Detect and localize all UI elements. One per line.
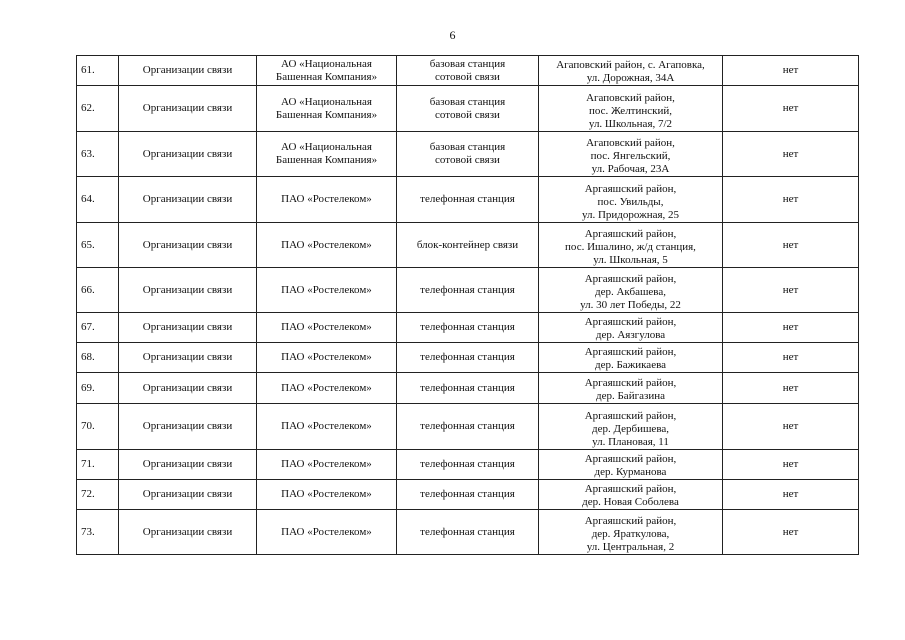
category-cell-text: Организации связи (142, 283, 233, 296)
category-cell (119, 132, 257, 177)
object-type-cell-line: сотовой связи (435, 108, 500, 121)
object-type-cell (397, 450, 539, 480)
row-number (77, 373, 119, 404)
address-cell-line: пос. Янгельский, (590, 150, 671, 162)
category-cell-text: Организации связи (142, 381, 233, 394)
status-cell (723, 313, 859, 343)
status-cell-text: нет (782, 238, 799, 251)
object-type-cell-line: базовая станция (429, 141, 506, 153)
organization-cell (257, 480, 397, 510)
row-number (77, 177, 119, 223)
category-cell-text: Организации связи (142, 147, 233, 160)
row-number (77, 450, 119, 480)
table-row (77, 343, 859, 373)
category-cell-text: Организации связи (142, 193, 233, 205)
object-type-cell (397, 343, 539, 373)
object-type-cell-line: телефонная станция (420, 381, 515, 394)
object-type-cell (397, 510, 539, 555)
category-cell-text: Организации связи (142, 102, 233, 114)
category-cell (119, 450, 257, 480)
page-number: 6 (449, 28, 456, 42)
category-cell-text: Организации связи (142, 458, 233, 470)
row-number-text: 64. (81, 193, 95, 205)
organization-cell-line: ПАО «Ростелеком» (281, 321, 372, 333)
address-cell (539, 86, 723, 132)
status-cell (723, 223, 859, 268)
object-type-cell-line: телефонная станция (420, 283, 515, 296)
object-type-cell (397, 404, 539, 450)
organization-cell-line: ПАО «Ростелеком» (281, 381, 372, 394)
category-cell (119, 56, 257, 86)
organization-cell-line: АО «Национальная (281, 141, 372, 153)
status-cell (723, 56, 859, 86)
address-cell-line: пос. Желтинский, (588, 105, 673, 117)
organization-cell-line: АО «Национальная (281, 95, 372, 108)
status-cell-text: нет (782, 351, 799, 363)
row-number (77, 510, 119, 555)
organization-cell (257, 313, 397, 343)
row-number-text: 62. (81, 102, 95, 114)
address-cell-line: Аргаяшский район, (584, 483, 677, 495)
address-cell (539, 404, 723, 450)
address-cell (539, 510, 723, 555)
row-number-text: 72. (81, 488, 95, 500)
row-number-text: 61. (81, 64, 95, 76)
organization-cell-line: Башенная Компания» (275, 154, 378, 166)
category-cell (119, 404, 257, 450)
row-number-text: 70. (81, 420, 95, 432)
category-cell-text: Организации связи (142, 525, 233, 538)
object-type-cell-line: телефонная станция (420, 321, 515, 333)
row-number (77, 313, 119, 343)
address-cell-line: дер. Акбашева, (594, 286, 666, 298)
row-number (77, 132, 119, 177)
table-row (77, 373, 859, 404)
address-cell-line: дер. Новая Соболева (582, 496, 679, 508)
organization-cell-line: АО «Национальная (281, 57, 372, 70)
address-cell (539, 56, 723, 86)
organization-cell (257, 56, 397, 86)
category-cell-text: Организации связи (142, 488, 233, 500)
category-cell (119, 177, 257, 223)
organization-cell (257, 404, 397, 450)
status-cell-text: нет (782, 381, 799, 394)
status-cell-text: нет (782, 64, 799, 76)
address-cell-line: Аргаяшский район, (584, 453, 677, 465)
status-cell (723, 404, 859, 450)
status-cell (723, 268, 859, 313)
address-cell-line: дер. Дербишева, (591, 423, 670, 435)
organization-cell-line: ПАО «Ростелеком» (281, 420, 372, 432)
object-type-cell-line: телефонная станция (420, 458, 515, 470)
object-type-cell-line: сотовой связи (435, 154, 500, 166)
table-row (77, 313, 859, 343)
status-cell-text: нет (782, 420, 799, 432)
organization-cell-line: ПАО «Ростелеком» (281, 525, 372, 538)
status-cell-text: нет (782, 193, 799, 205)
organization-cell-line: ПАО «Ростелеком» (281, 238, 372, 251)
object-type-cell-line: телефонная станция (420, 488, 515, 500)
address-cell (539, 177, 723, 223)
row-number (77, 223, 119, 268)
organization-cell-line: Башенная Компания» (275, 108, 378, 121)
address-cell-line: Агаповский район, с. Агаповка, (556, 59, 705, 71)
address-cell-line: дер. Курманова (594, 466, 667, 478)
object-type-cell (397, 86, 539, 132)
status-cell (723, 450, 859, 480)
status-cell (723, 480, 859, 510)
category-cell (119, 268, 257, 313)
address-cell (539, 373, 723, 404)
table-row (77, 177, 859, 223)
category-cell (119, 510, 257, 555)
object-type-cell (397, 177, 539, 223)
category-cell (119, 480, 257, 510)
status-cell-text: нет (782, 525, 799, 538)
address-cell-line: Аргаяшский район, (584, 515, 677, 527)
address-cell-line: Аргаяшский район, (584, 228, 677, 240)
row-number-text: 65. (81, 238, 95, 251)
address-cell-line: Агаповский район, (586, 92, 675, 104)
status-cell (723, 177, 859, 223)
address-cell (539, 343, 723, 373)
organization-cell-line: ПАО «Ростелеком» (281, 488, 372, 500)
status-cell (723, 373, 859, 404)
object-type-cell-line: блок-контейнер связи (416, 238, 519, 251)
status-cell (723, 132, 859, 177)
organization-cell (257, 177, 397, 223)
row-number-text: 71. (81, 458, 95, 470)
object-type-cell-line: телефонная станция (420, 525, 515, 538)
category-cell (119, 86, 257, 132)
address-cell (539, 480, 723, 510)
address-cell-line: пос. Увильды, (597, 196, 664, 208)
address-cell-line: ул. Рабочая, 23А (591, 163, 670, 175)
organization-cell (257, 223, 397, 268)
address-cell-line: ул. Придорожная, 25 (581, 209, 680, 221)
row-number (77, 404, 119, 450)
organization-cell (257, 343, 397, 373)
category-cell-text: Организации связи (142, 64, 233, 76)
organization-cell (257, 373, 397, 404)
status-cell-text: нет (782, 321, 799, 333)
address-cell-line: ул. 30 лет Победы, 22 (580, 299, 681, 311)
category-cell (119, 343, 257, 373)
status-cell (723, 343, 859, 373)
address-cell-line: ул. Дорожная, 34А (586, 72, 675, 84)
organization-cell-line: ПАО «Ростелеком» (281, 351, 372, 363)
status-cell (723, 86, 859, 132)
object-type-cell-line: телефонная станция (420, 351, 515, 363)
row-number-text: 68. (81, 351, 95, 363)
address-cell-line: дер. Бажикаева (594, 359, 667, 371)
category-cell (119, 313, 257, 343)
status-cell-text: нет (782, 458, 799, 470)
object-type-cell (397, 56, 539, 86)
table-row (77, 223, 859, 268)
address-cell (539, 223, 723, 268)
address-cell-line: дер. Яраткулова, (591, 528, 670, 540)
organization-cell (257, 86, 397, 132)
organization-cell (257, 450, 397, 480)
address-cell (539, 313, 723, 343)
object-type-cell (397, 480, 539, 510)
object-type-cell (397, 268, 539, 313)
address-cell-line: ул. Школьная, 5 (593, 254, 668, 266)
table-row (77, 86, 859, 132)
status-cell-text: нет (782, 283, 799, 296)
status-cell-text: нет (782, 147, 799, 160)
registry-table-body (77, 56, 859, 555)
row-number-text: 67. (81, 321, 95, 333)
table-row (77, 268, 859, 313)
category-cell-text: Организации связи (142, 321, 233, 333)
address-cell-line: дер. Байгазина (596, 390, 665, 402)
category-cell-text: Организации связи (142, 420, 233, 432)
row-number (77, 268, 119, 313)
address-cell-line: ул. Плановая, 11 (592, 436, 669, 448)
address-cell (539, 450, 723, 480)
address-cell-line: пос. Ишалино, ж/д станция, (565, 241, 696, 253)
organization-cell-line: Башенная Компания» (275, 70, 378, 83)
table-row (77, 450, 859, 480)
address-cell-line: Аргаяшский район, (584, 316, 677, 328)
row-number (77, 343, 119, 373)
object-type-cell (397, 313, 539, 343)
object-type-cell-line: базовая станция (429, 57, 506, 70)
row-number-text: 66. (81, 283, 95, 296)
table-row (77, 56, 859, 86)
address-cell-line: Аргаяшский район, (584, 410, 677, 422)
address-cell-line: ул. Школьная, 7/2 (588, 118, 673, 130)
object-type-cell (397, 223, 539, 268)
row-number (77, 86, 119, 132)
category-cell (119, 373, 257, 404)
organization-cell-line: ПАО «Ростелеком» (281, 458, 372, 470)
object-type-cell (397, 132, 539, 177)
object-type-cell-line: базовая станция (429, 95, 506, 108)
row-number (77, 480, 119, 510)
table-row (77, 404, 859, 450)
address-cell-line: Агаповский район, (586, 137, 675, 149)
status-cell-text: нет (782, 488, 799, 500)
category-cell (119, 223, 257, 268)
table-row (77, 480, 859, 510)
address-cell (539, 268, 723, 313)
object-type-cell-line: сотовой связи (435, 70, 500, 83)
address-cell-line: Аргаяшский район, (584, 377, 677, 389)
row-number-text: 63. (81, 147, 95, 160)
row-number (77, 56, 119, 86)
organization-cell-line: ПАО «Ростелеком» (281, 193, 372, 205)
row-number-text: 73. (81, 525, 95, 538)
table-row (77, 510, 859, 555)
row-number-text: 69. (81, 381, 95, 394)
object-type-cell-line: телефонная станция (420, 420, 515, 432)
organization-cell (257, 268, 397, 313)
address-cell-line: Аргаяшский район, (584, 346, 677, 358)
object-type-cell-line: телефонная станция (420, 193, 515, 205)
status-cell (723, 510, 859, 555)
address-cell-line: ул. Центральная, 2 (586, 541, 675, 553)
registry-table (76, 55, 859, 555)
table-row (77, 132, 859, 177)
object-type-cell (397, 373, 539, 404)
organization-cell-line: ПАО «Ростелеком» (281, 283, 372, 296)
address-cell-line: дер. Аязгулова (595, 329, 666, 341)
organization-cell (257, 132, 397, 177)
organization-cell (257, 510, 397, 555)
category-cell-text: Организации связи (142, 351, 233, 363)
category-cell-text: Организации связи (142, 238, 233, 251)
address-cell-line: Аргаяшский район, (584, 183, 677, 195)
address-cell-line: Аргаяшский район, (584, 273, 677, 285)
status-cell-text: нет (782, 102, 799, 114)
address-cell (539, 132, 723, 177)
